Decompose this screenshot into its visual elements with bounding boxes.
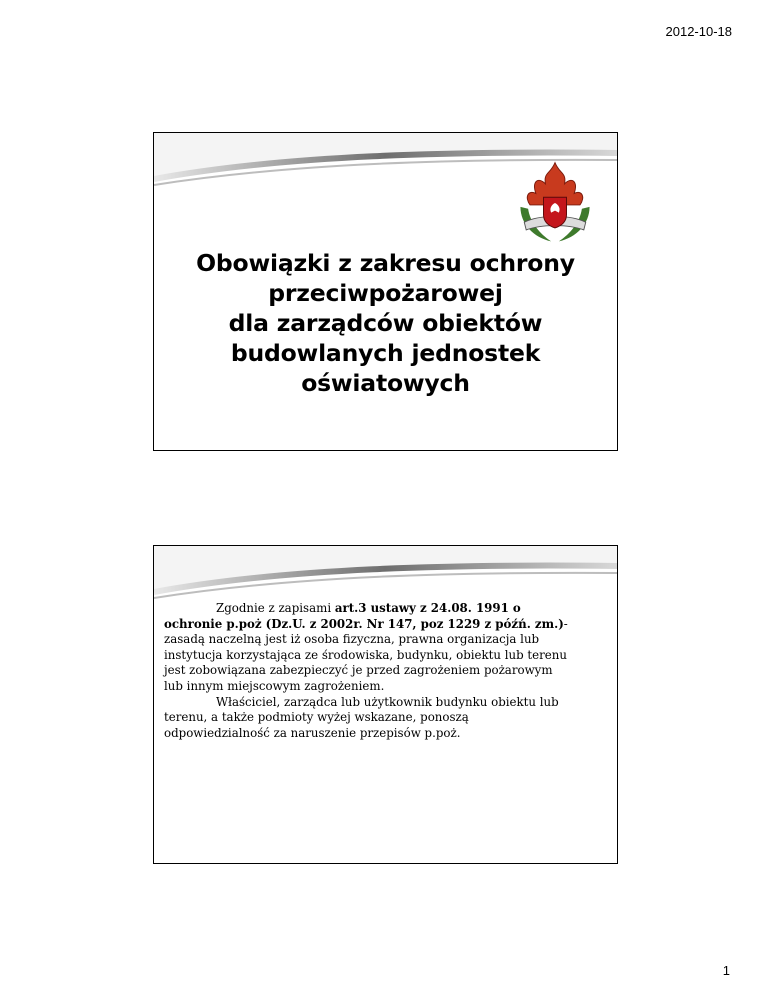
slide-title xyxy=(154,248,617,398)
title-line: budowlanych jednostek xyxy=(230,339,541,367)
title-line: dla zarządców obiektów xyxy=(228,309,543,337)
paragraph-intro: Zgodnie z zapisami xyxy=(216,601,335,615)
paragraph-text: Właściciel, zarządca lub użytkownik budynku obiektu lub terenu, a także podmioty wyżej wskazane, ponoszą odpowiedzialność za naruszenie przepisów p.poż. xyxy=(164,694,559,740)
page-date: 2012-10-18 xyxy=(665,24,732,39)
legal-reference: art.3 ustawy z 24.08. 1991 o ochronie p.poż (Dz.U. z 2002r. Nr 147, poz 1229 z późń. zm.) xyxy=(164,601,564,631)
content-slide xyxy=(153,545,618,864)
slide-body-text xyxy=(164,601,574,741)
title-line: przeciwpożarowej xyxy=(268,279,503,307)
paragraph-rest: -zasadą naczelną jest iż osoba fizyczna, prawna organizacja lub instytucja korzystająca ze środowiska, budynku, obiektu lub terenu jest zobowiązana zabezpieczyć je przed zagrożeniem pożarowym lub innym miejscowym zagrożeniem. xyxy=(164,616,568,693)
body-paragraph-1 xyxy=(164,601,574,695)
title-line: Obowiązki z zakresu ochrony xyxy=(196,249,575,277)
title-line: oświatowych xyxy=(301,369,470,397)
fire-service-emblem xyxy=(507,155,603,251)
title-slide xyxy=(153,132,618,451)
page-number: 1 xyxy=(722,963,730,978)
slide-swoosh-decoration xyxy=(154,546,617,606)
body-paragraph-2 xyxy=(164,695,574,742)
